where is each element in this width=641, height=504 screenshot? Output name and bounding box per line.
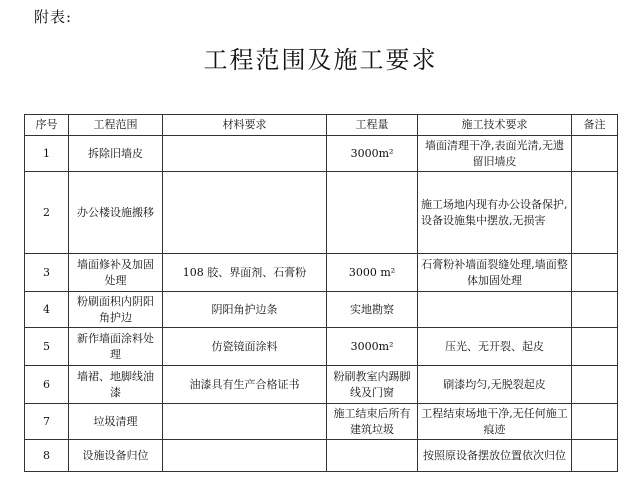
row-note <box>572 366 618 404</box>
row-note <box>572 292 618 328</box>
row-tech: 施工场地内现有办公设备保护,设备设施集中摆放,无损害 <box>418 172 572 254</box>
row-tech: 工程结束场地干净,无任何施工痕迹 <box>418 404 572 440</box>
row-number: 2 <box>25 172 69 254</box>
table-header-row <box>25 115 618 136</box>
document-title: 工程范围及施工要求 <box>203 46 438 74</box>
table-row <box>25 328 618 366</box>
table-row <box>25 136 618 172</box>
header-number: 序号 <box>25 115 69 136</box>
row-quantity: 实地勘察 <box>327 292 418 328</box>
row-material: 仿瓷镜面涂料 <box>163 328 327 366</box>
row-quantity: 施工结束后所有建筑垃圾 <box>327 404 418 440</box>
header-material: 材料要求 <box>163 115 327 136</box>
row-quantity: 3000m² <box>327 328 418 366</box>
row-number: 4 <box>25 292 69 328</box>
table-row <box>25 172 618 254</box>
row-note <box>572 404 618 440</box>
row-tech: 石膏粉补墙面裂缝处理,墙面整体加固处理 <box>418 254 572 292</box>
row-material <box>163 404 327 440</box>
attachment-label: 附表: <box>34 8 73 26</box>
row-tech <box>418 292 572 328</box>
row-number: 7 <box>25 404 69 440</box>
table-row <box>25 404 618 440</box>
row-tech: 压光、无开裂、起皮 <box>418 328 572 366</box>
row-material: 阴阳角护边条 <box>163 292 327 328</box>
row-quantity: 3000 m² <box>327 254 418 292</box>
row-tech: 墙面清理干净,表面光清,无遗留旧墙皮 <box>418 136 572 172</box>
row-quantity <box>327 172 418 254</box>
row-material <box>163 172 327 254</box>
row-quantity: 3000m² <box>327 136 418 172</box>
row-scope: 拆除旧墙皮 <box>69 136 163 172</box>
requirements-table <box>24 114 618 472</box>
row-quantity: 粉刷教室内踢脚线及门窗 <box>327 366 418 404</box>
row-material <box>163 136 327 172</box>
header-notes: 备注 <box>572 115 618 136</box>
row-number: 3 <box>25 254 69 292</box>
table-row <box>25 254 618 292</box>
row-scope: 新作墙面涂料处理 <box>69 328 163 366</box>
row-material: 108 胶、界面剂、石膏粉 <box>163 254 327 292</box>
table-row <box>25 366 618 404</box>
row-material <box>163 440 327 472</box>
row-note <box>572 440 618 472</box>
row-number: 8 <box>25 440 69 472</box>
row-scope: 墙面修补及加固处理 <box>69 254 163 292</box>
row-number: 1 <box>25 136 69 172</box>
row-note <box>572 172 618 254</box>
row-scope: 墙裙、地脚线油漆 <box>69 366 163 404</box>
row-tech: 刷漆均匀,无脱裂起皮 <box>418 366 572 404</box>
header-scope: 工程范围 <box>69 115 163 136</box>
table-row <box>25 292 618 328</box>
row-note <box>572 328 618 366</box>
row-scope: 办公楼设施搬移 <box>69 172 163 254</box>
row-scope: 垃圾清理 <box>69 404 163 440</box>
row-quantity <box>327 440 418 472</box>
row-material: 油漆具有生产合格证书 <box>163 366 327 404</box>
table-row <box>25 440 618 472</box>
row-scope: 粉刷面积内阴阳角护边 <box>69 292 163 328</box>
row-tech: 按照原设备摆放位置依次归位 <box>418 440 572 472</box>
row-note <box>572 254 618 292</box>
row-note <box>572 136 618 172</box>
header-quantity: 工程量 <box>327 115 418 136</box>
row-number: 5 <box>25 328 69 366</box>
row-number: 6 <box>25 366 69 404</box>
row-scope: 设施设备归位 <box>69 440 163 472</box>
header-tech-requirements: 施工技术要求 <box>418 115 572 136</box>
